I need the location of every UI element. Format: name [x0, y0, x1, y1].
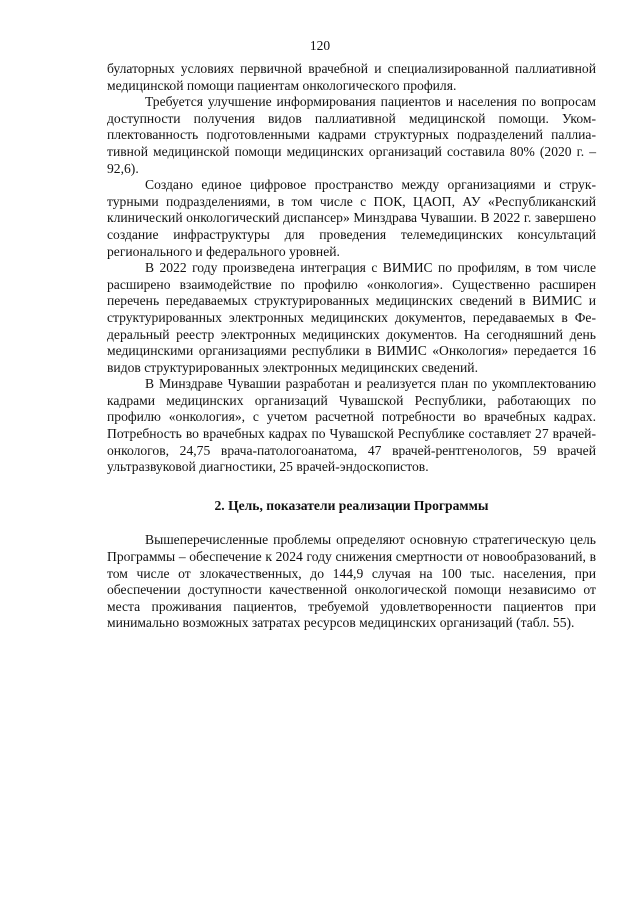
paragraph-program-goal: Вышеперечисленные проблемы определяют основную стратегическую цель Программы – обеспечение к 2024 году снижения смертности от новообразований, в том числе от злокачественных, до 144,9 случая на 100 тыс. населения, при обеспечении доступности качественной онкологической помощи независимо от места проживания пациентов, требуемой удовлетворенности пациентов при минимально возможных затратах ресурсов медицинских организаций (табл. 55).	[107, 532, 596, 631]
paragraph-digital-space: Создано единое цифровое пространство между организациями и структурными подразделениями, в том числе с ПОК, ЦАОП, АУ «Республиканский клинический онкологический диспансер» Минздрава Чувашии. В 2022 г. завершено создание инфраструктуры для проведения телемедицинских консультаций регионального и федерального уровней.	[107, 177, 596, 259]
paragraph-vimis-integration: В 2022 году произведена интеграция с ВИМИС по профилям, в том числе расширено взаимодействие по профилю «онкология». Существенно расширен перечень передаваемых структурированных медицинских сведений в ВИМИС и структурированных электронных медицинских документов, передаваемых в Федеральный реестр электронных медицинских документов. На сегодняшний день медицинскими организациями республики в ВИМИС «Онкология» передается 16 видов структурированных электронных медицинских сведений.	[107, 260, 596, 375]
document-body	[107, 61, 596, 632]
paragraph-staffing-plan: В Минздраве Чувашии разработан и реализуется план по укомплектованию кадрами медицинских организаций Чувашской Республики, работающих по профилю «онкология», с учетом расчетной потребности во врачебных кадрах. Потребность во врачебных кадрах по Чувашской Республике составляет 27 врачей-онкологов, 24,75 врача-патологоанатома, 47 врачей-рентгенологов, 59 врачей ультразвуковой диагностики, 25 врачей-эндоскопистов.	[107, 376, 596, 475]
page-number: 120	[309, 38, 331, 53]
paragraph-continuation: булаторных условиях первичной врачебной и специализированной паллиативной медицинской помощи пациентам онкологического профиля.	[107, 61, 596, 93]
section-heading: 2. Цель, показатели реализации Программы	[214, 497, 489, 513]
paragraph-information-access: Требуется улучшение информирования пациентов и населения по вопросам доступности получения видов паллиативной медицинской помощи. Укомплектованность подготовленными кадрами структурных подразделений паллиативной медицинской помощи медицинских организаций составила 80% (2020 г. – 92,6).	[107, 94, 596, 176]
